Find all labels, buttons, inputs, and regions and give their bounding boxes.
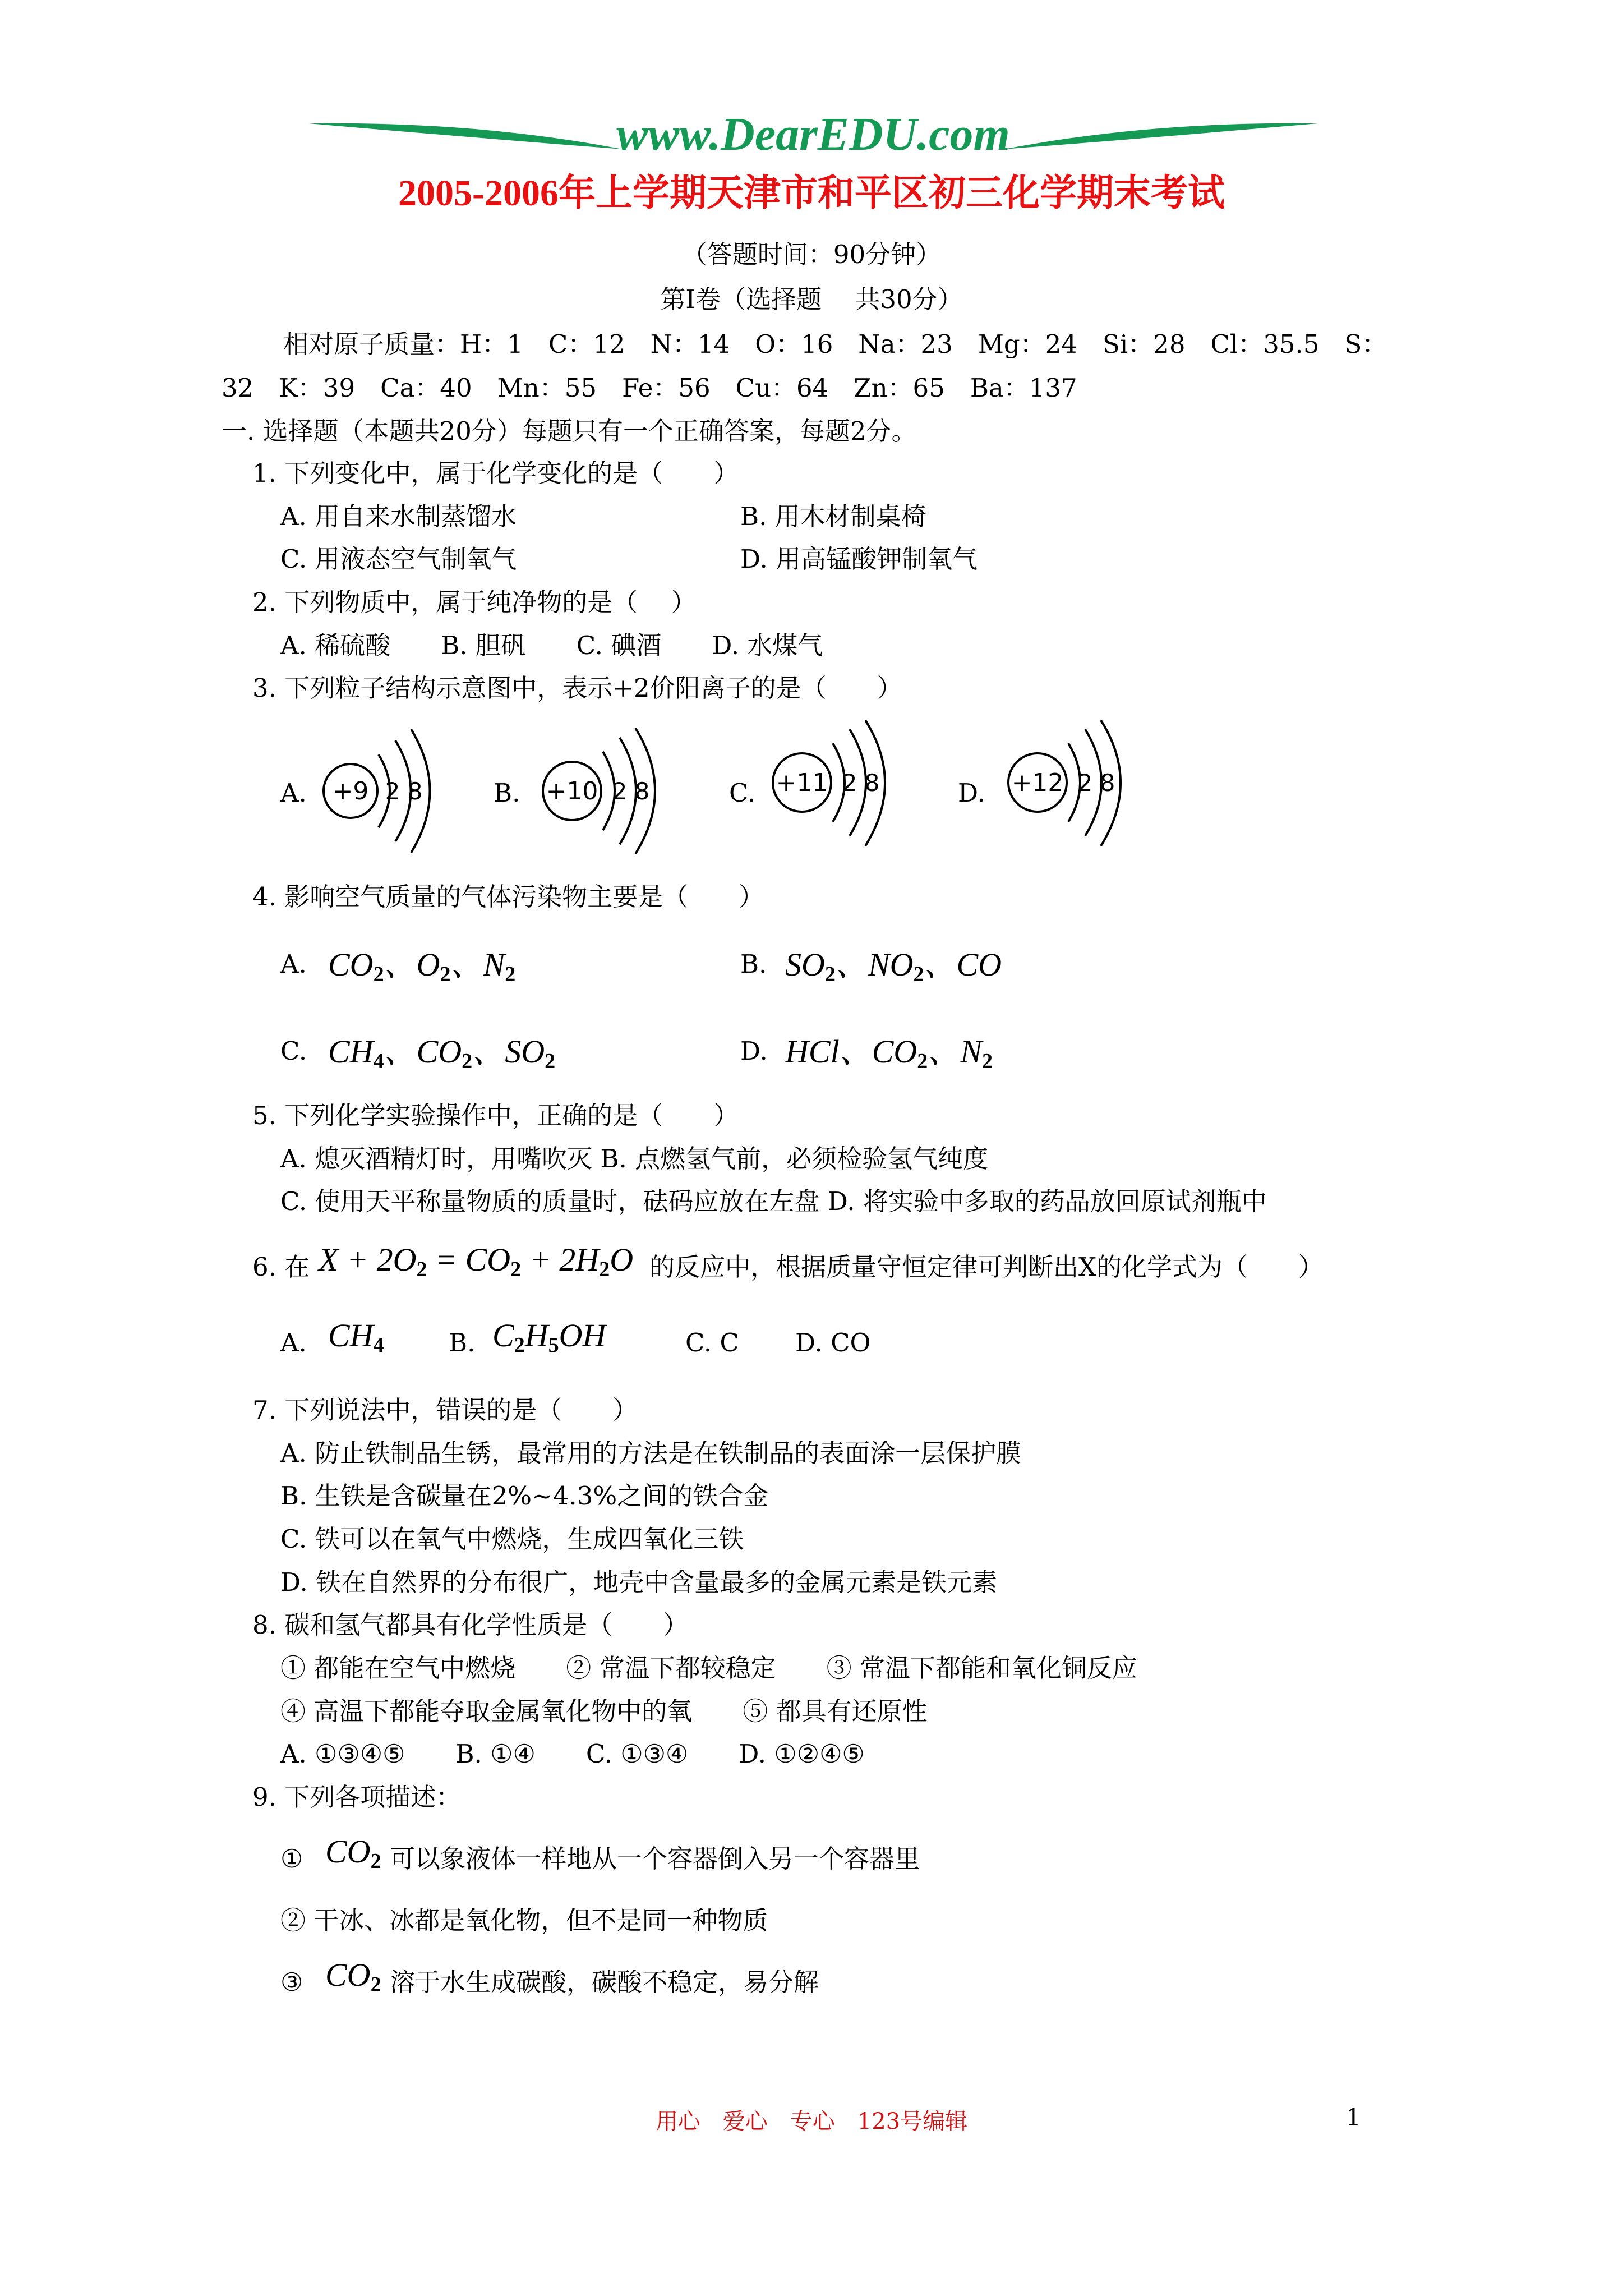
- q7-stem: 7. 下列说法中，错误的是（ ）: [252, 1395, 638, 1425]
- q6-equation: $X + 2O_2 = CO_2 + 2H_2O$: [319, 1241, 634, 1281]
- q6-formula-a: $CH_4$: [328, 1317, 384, 1357]
- q1-option-c: C. 用液态空气制氧气: [280, 544, 517, 574]
- q6-option-a: A.: [280, 1328, 307, 1358]
- q7-option-a: A. 防止铁制品生锈，最常用的方法是在铁制品的表面涂一层保护膜: [280, 1438, 1022, 1468]
- atom-d-nucleus: +12: [1011, 769, 1064, 797]
- logo-text: www.DearEDU.com: [616, 108, 1010, 160]
- q1-option-d: D. 用高锰酸钾制氧气: [740, 544, 978, 574]
- q4-label-d: D.: [740, 1036, 768, 1066]
- atom-b-nucleus: +10: [546, 777, 598, 806]
- q2-options: A. 稀硫酸 B. 胆矾 C. 碘酒 D. 水煤气: [280, 631, 823, 660]
- atom-diagram-c: [760, 718, 900, 853]
- q3-stem: 3. 下列粒子结构示意图中，表示+2价阳离子的是（ ）: [252, 673, 902, 703]
- q4-formula-d: HCl、$CO_2$、$N_2$: [785, 1033, 993, 1073]
- q2-stem: 2. 下列物质中，属于纯净物的是（ ）: [252, 587, 697, 617]
- q1-option-b: B. 用木材制桌椅: [740, 501, 926, 531]
- atom-diagram-b: [530, 724, 670, 858]
- q4-formula-b: $SO_2$、$NO_2$、CO: [785, 946, 1002, 986]
- q9-item-1-formula: $CO_2$: [325, 1833, 381, 1873]
- q9-item-1-text: 可以象液体一样地从一个容器倒入另一个容器里: [390, 1844, 920, 1874]
- q9-item-3-formula: $CO_2$: [325, 1957, 381, 1996]
- q3-label-b: B.: [494, 778, 520, 808]
- q6-option-d: D. CO: [795, 1328, 871, 1358]
- q7-option-d: D. 铁在自然界的分布很广，地壳中含量最多的金属元素是铁元素: [280, 1567, 998, 1597]
- q7-option-b: B. 生铁是含碳量在2%~4.3%之间的铁合金: [280, 1481, 769, 1511]
- page-number: 1: [1346, 2104, 1361, 2131]
- atom-diagram-a: [311, 724, 446, 858]
- atom-a-shells: 2 8: [385, 777, 423, 805]
- q6-prefix: 6. 在: [252, 1252, 310, 1282]
- atom-b-shells: 2 8: [612, 777, 650, 805]
- q1-option-a: A. 用自来水制蒸馏水: [280, 501, 517, 531]
- atom-a-nucleus: +9: [332, 777, 369, 806]
- atom-diagram-d: [995, 718, 1136, 853]
- q4-stem: 4. 影响空气质量的气体污染物主要是（ ）: [252, 882, 764, 912]
- q3-label-a: A.: [280, 778, 307, 808]
- atom-d-shells: 2 8: [1077, 769, 1115, 797]
- atom-c-shells: 2 8: [842, 769, 880, 797]
- q9-item-1-mark: ①: [280, 1844, 303, 1874]
- q7-option-c: C. 铁可以在氧气中燃烧，生成四氧化三铁: [280, 1524, 744, 1554]
- q4-formula-c: $CH_4$、$CO_2$、$SO_2$: [328, 1033, 556, 1073]
- q8-statements-1: ① 都能在空气中燃烧 ② 常温下都较稳定 ③ 常温下都能和氧化铜反应: [280, 1653, 1137, 1683]
- atom-c-nucleus: +11: [776, 769, 828, 797]
- q9-item-3-mark: ③: [280, 1967, 303, 1997]
- section-heading: 第I卷（选择题 共30分）: [660, 284, 963, 314]
- q4-label-a: A.: [280, 949, 307, 979]
- exam-time: （答题时间：90分钟）: [681, 240, 942, 269]
- atomic-masses-line-2: 32 K：39 Ca：40 Mn：55 Fe：56 Cu：64 Zn：65 Ba：137: [222, 373, 1077, 403]
- q3-label-c: C.: [729, 778, 756, 808]
- page-title: 2005-2006年上学期天津市和平区初三化学期末考试: [398, 173, 1225, 214]
- q5-options-cd: C. 使用天平称量物质的质量时，砝码应放在左盘 D. 将实验中多取的药品放回原试剂瓶中: [280, 1186, 1267, 1216]
- q6-option-c: C. C: [685, 1328, 739, 1358]
- q1-stem: 1. 下列变化中，属于化学变化的是（ ）: [252, 458, 739, 488]
- q4-formula-a: $CO_2$、$O_2$、$N_2$: [328, 946, 516, 986]
- q9-stem: 9. 下列各项描述：: [252, 1782, 462, 1812]
- q5-options-ab: A. 熄灭酒精灯时，用嘴吹灭 B. 点燃氢气前，必须检验氢气纯度: [280, 1144, 989, 1174]
- q3-label-d: D.: [958, 778, 985, 808]
- q6-suffix: 的反应中，根据质量守恒定律可判断出X的化学式为（ ）: [649, 1252, 1324, 1282]
- q5-stem: 5. 下列化学实验操作中，正确的是（ ）: [252, 1101, 739, 1130]
- page-footer: 用心 爱心 专心 123号编辑: [655, 2109, 968, 2134]
- q8-statements-2: ④ 高温下都能夺取金属氧化物中的氧 ⑤ 都具有还原性: [280, 1696, 928, 1726]
- atomic-masses-line-1: 相对原子质量：H：1 C：12 N：14 O：16 Na：23 Mg：24 Si：28 Cl：35.5 S：: [283, 329, 1387, 359]
- q4-label-b: B.: [740, 949, 767, 979]
- q9-item-3-text: 溶于水生成碳酸，碳酸不稳定，易分解: [390, 1967, 819, 1997]
- q6-formula-b: $C_2H_5OH$: [492, 1317, 606, 1357]
- part-one-heading: 一. 选择题（本题共20分）每题只有一个正确答案，每题2分。: [222, 416, 917, 446]
- q8-stem: 8. 碳和氢气都具有化学性质是（ ）: [252, 1610, 689, 1640]
- q6-option-b: B.: [449, 1328, 476, 1358]
- q9-item-2: ② 干冰、冰都是氧化物，但不是同一种物质: [280, 1906, 768, 1935]
- site-logo: [308, 101, 1318, 168]
- q4-label-c: C.: [280, 1036, 307, 1066]
- q8-options: A. ①③④⑤ B. ①④ C. ①③④ D. ①②④⑤: [280, 1739, 865, 1769]
